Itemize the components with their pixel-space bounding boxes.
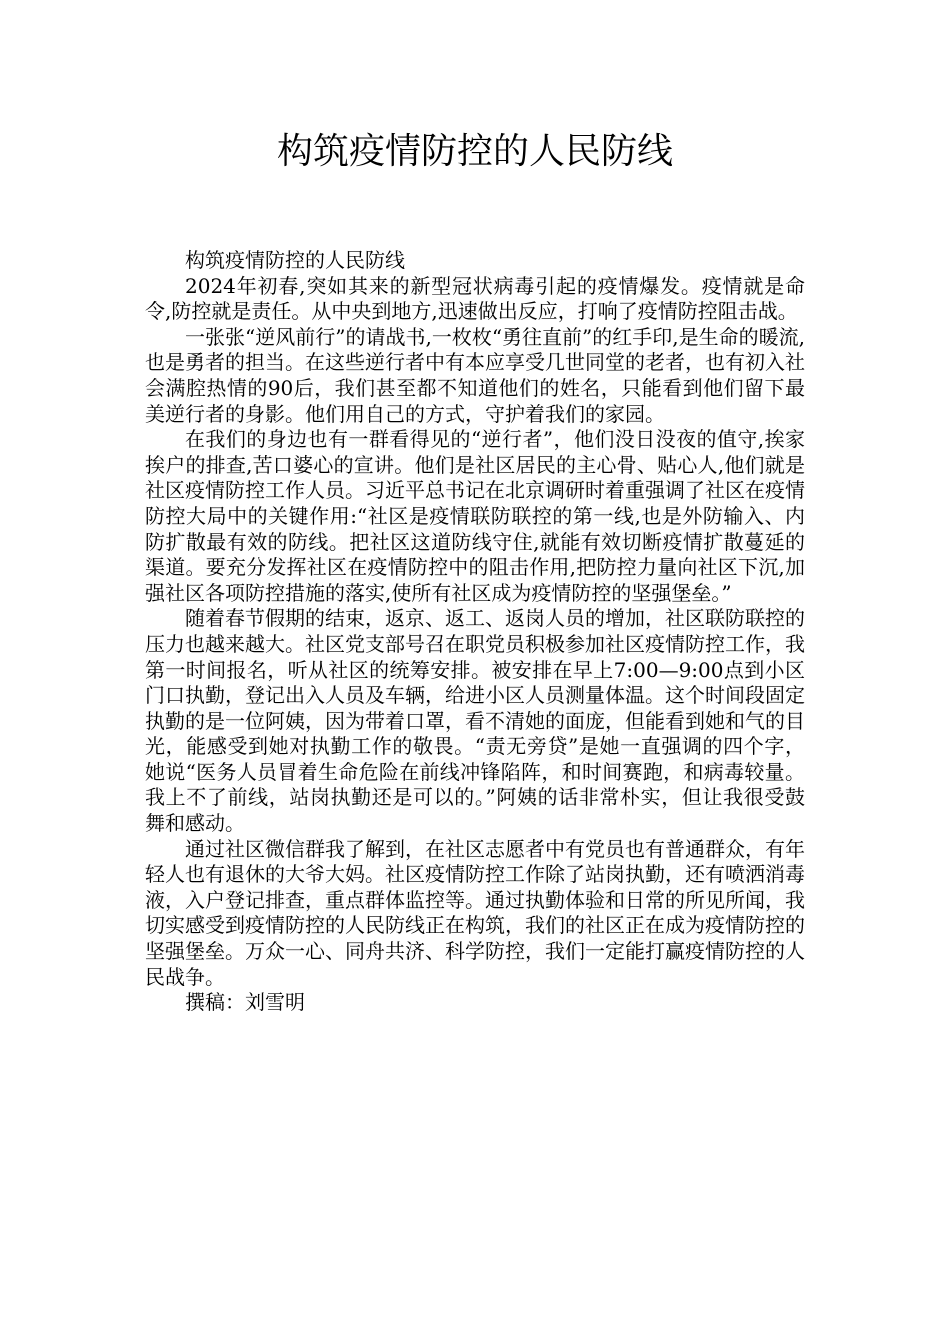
paragraph: 一张张“逆风前行”的请战书,一枚枚“勇往直前”的红手印,是生命的暖流,也是勇者的担当。在这些逆行者中有本应享受几世同堂的老者，也有初入社会满腔热情的90后，我们甚至都不知道他们的姓名，只能看到他们留下最美逆行者的身影。他们用自己的方式，守护着我们的家园。 — [145, 324, 805, 426]
paragraph: 在我们的身边也有一群看得见的“逆行者”，他们没日没夜的值守,挨家挨户的排查,苦口婆心的宣讲。他们是社区居民的主心骨、贴心人,他们就是社区疫情防控工作人员。习近平总书记在北京调研时着重强调了社区在疫情防控大局中的关键作用:“社区是疫情联防联控的第一线,也是外防输入、内防扩散最有效的防线。把社区这道防线守住,就能有效切断疫情扩散蔓延的渠道。要充分发挥社区在疫情防控中的阻击作用,把防控力量向社区下沉,加强社区各项防控措施的落实,使所有社区成为疫情防控的坚强堡垒。” — [145, 427, 805, 605]
paragraph: 2024年初春,突如其来的新型冠状病毒引起的疫情爆发。疫情就是命令,防控就是责任。从中央到地方,迅速做出反应，打响了疫情防控阻击战。 — [145, 273, 805, 324]
author-line: 撰稿：刘雪明 — [185, 990, 305, 1015]
paragraph: 随着春节假期的结束，返京、返工、返岗人员的增加，社区联防联控的压力也越来越大。社区党支部号召在职党员积极参加社区疫情防控工作，我第一时间报名，听从社区的统筹安排。被安排在早上7:00—9:00点到小区门口执勤，登记出入人员及车辆，给进小区人员测量体温。这个时间段固定执勤的是一位阿姨，因为带着口罩，看不清她的面庞，但能看到她和气的目光，能感受到她对执勤工作的敬畏。“责无旁贷”是她一直强调的四个字，她说“医务人员冒着生命危险在前线冲锋陷阵，和时间赛跑，和病毒较量。我上不了前线，站岗执勤还是可以的。”阿姨的话非常朴实，但让我很受鼓舞和感动。 — [145, 606, 805, 836]
paragraph: 通过社区微信群我了解到，在社区志愿者中有党员也有普通群众，有年轻人也有退休的大爷大妈。社区疫情防控工作除了站岗执勤，还有喷洒消毒液，入户登记排查，重点群体监控等。通过执勤体验和日常的所见所闻，我切实感受到疫情防控的人民防线正在构筑，我们的社区正在成为疫情防控的坚强堡垒。万众一心、同舟共济、科学防控，我们一定能打赢疫情防控的人民战争。 — [145, 836, 805, 989]
article-body — [145, 248, 805, 1016]
article-heading: 构筑疫情防控的人民防线 — [185, 248, 405, 272]
page-title: 构筑疫情防控的人民防线 — [276, 131, 673, 172]
